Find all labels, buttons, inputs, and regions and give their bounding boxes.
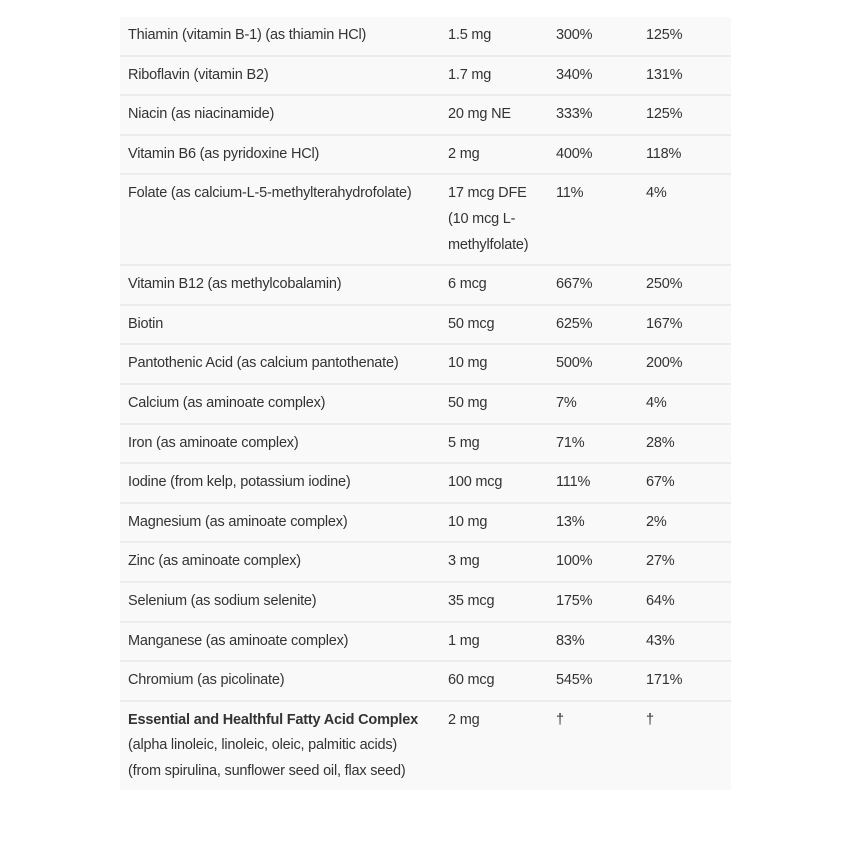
daily-value-1: 500%	[548, 344, 638, 384]
amount: 3 mg	[440, 542, 548, 582]
nutrient-name: Niacin (as niacinamide)	[120, 95, 440, 135]
amount: 17 mcg DFE (10 mcg L-methylfolate)	[440, 174, 548, 265]
daily-value-2: 167%	[638, 305, 731, 345]
daily-value-2: 64%	[638, 582, 731, 622]
daily-value-2: 2%	[638, 503, 731, 543]
amount: 50 mg	[440, 384, 548, 424]
table-row	[120, 56, 731, 96]
amount: 60 mcg	[440, 661, 548, 701]
daily-value-2: 125%	[638, 95, 731, 135]
daily-value-1: †	[556, 711, 564, 728]
daily-value-1: 333%	[548, 95, 638, 135]
daily-value-2: 250%	[638, 265, 731, 305]
nutrient-name: Magnesium (as aminoate complex)	[120, 503, 440, 543]
table-row	[120, 384, 731, 424]
nutrient-name: Biotin	[120, 305, 440, 345]
daily-value-2: 171%	[638, 661, 731, 701]
daily-value-2: 28%	[638, 424, 731, 464]
daily-value-1: 667%	[548, 265, 638, 305]
daily-value-1: 111%	[548, 463, 638, 503]
table-row	[120, 265, 731, 305]
nutrient-name: Thiamin (vitamin B-1) (as thiamin HCl)	[120, 17, 440, 56]
daily-value-2: 200%	[638, 344, 731, 384]
nutrient-detail: (from spirulina, sunflower seed oil, flax seed)	[128, 762, 406, 779]
daily-value-2: 131%	[638, 56, 731, 96]
nutrient-name: Calcium (as aminoate complex)	[120, 384, 440, 424]
daily-value-1: 300%	[548, 17, 638, 56]
amount: 2 mg	[440, 135, 548, 175]
table-row	[120, 305, 731, 345]
nutrient-name: Vitamin B12 (as methylcobalamin)	[120, 265, 440, 305]
nutrient-name: Pantothenic Acid (as calcium pantothenate)	[120, 344, 440, 384]
amount: 100 mcg	[440, 463, 548, 503]
daily-value-1: 7%	[548, 384, 638, 424]
nutrient-name: Riboflavin (vitamin B2)	[120, 56, 440, 96]
table-row	[120, 344, 731, 384]
table-row	[120, 424, 731, 464]
amount: 5 mg	[440, 424, 548, 464]
daily-value-2: 118%	[638, 135, 731, 175]
daily-value-1: 625%	[548, 305, 638, 345]
amount: 1.5 mg	[440, 17, 548, 56]
nutrient-name: Selenium (as sodium selenite)	[120, 582, 440, 622]
table-row	[120, 17, 731, 56]
daily-value-2: 27%	[638, 542, 731, 582]
daily-value-1: 175%	[548, 582, 638, 622]
daily-value-2: 4%	[638, 384, 731, 424]
table-row	[120, 661, 731, 701]
daily-value-2: †	[646, 711, 654, 728]
nutrient-name: Iodine (from kelp, potassium iodine)	[120, 463, 440, 503]
table-row-fatty-acid	[120, 701, 731, 791]
nutrient-detail: (alpha linoleic, linoleic, oleic, palmitic acids)	[128, 737, 398, 754]
nutrient-name: Zinc (as aminoate complex)	[120, 542, 440, 582]
amount: 6 mcg	[440, 265, 548, 305]
amount: 10 mg	[440, 344, 548, 384]
daily-value-1: 545%	[548, 661, 638, 701]
daily-value-2: 125%	[638, 17, 731, 56]
nutrient-name	[120, 701, 440, 791]
amount: 1.7 mg	[440, 56, 548, 96]
table-row	[120, 582, 731, 622]
nutrient-name: Vitamin B6 (as pyridoxine HCl)	[120, 135, 440, 175]
amount: 1 mg	[440, 622, 548, 662]
nutrient-name: Iron (as aminoate complex)	[120, 424, 440, 464]
daily-value-1: 400%	[548, 135, 638, 175]
daily-value-1: 83%	[548, 622, 638, 662]
daily-value-2: 4%	[638, 174, 731, 265]
daily-value-1: 340%	[548, 56, 638, 96]
table-row	[120, 135, 731, 175]
daily-value-1: 13%	[548, 503, 638, 543]
amount: 50 mcg	[440, 305, 548, 345]
nutrient-name: Manganese (as aminoate complex)	[120, 622, 440, 662]
daily-value-2: 43%	[638, 622, 731, 662]
table-row	[120, 503, 731, 543]
table-row	[120, 95, 731, 135]
amount: 20 mg NE	[440, 95, 548, 135]
table-row	[120, 622, 731, 662]
table-row	[120, 174, 731, 265]
nutrient-name: Chromium (as picolinate)	[120, 661, 440, 701]
daily-value-1: 100%	[548, 542, 638, 582]
supplement-facts-table	[120, 17, 731, 790]
amount: 10 mg	[440, 503, 548, 543]
table-row	[120, 463, 731, 503]
nutrient-name-bold: Essential and Healthful Fatty Acid Complex	[128, 711, 418, 728]
nutrient-name: Folate (as calcium-L-5-methylterahydrofolate)	[120, 174, 440, 265]
table-row	[120, 542, 731, 582]
daily-value-1: 11%	[548, 174, 638, 265]
amount: 2 mg	[448, 711, 480, 728]
amount: 35 mcg	[440, 582, 548, 622]
daily-value-2: 67%	[638, 463, 731, 503]
daily-value-1: 71%	[548, 424, 638, 464]
